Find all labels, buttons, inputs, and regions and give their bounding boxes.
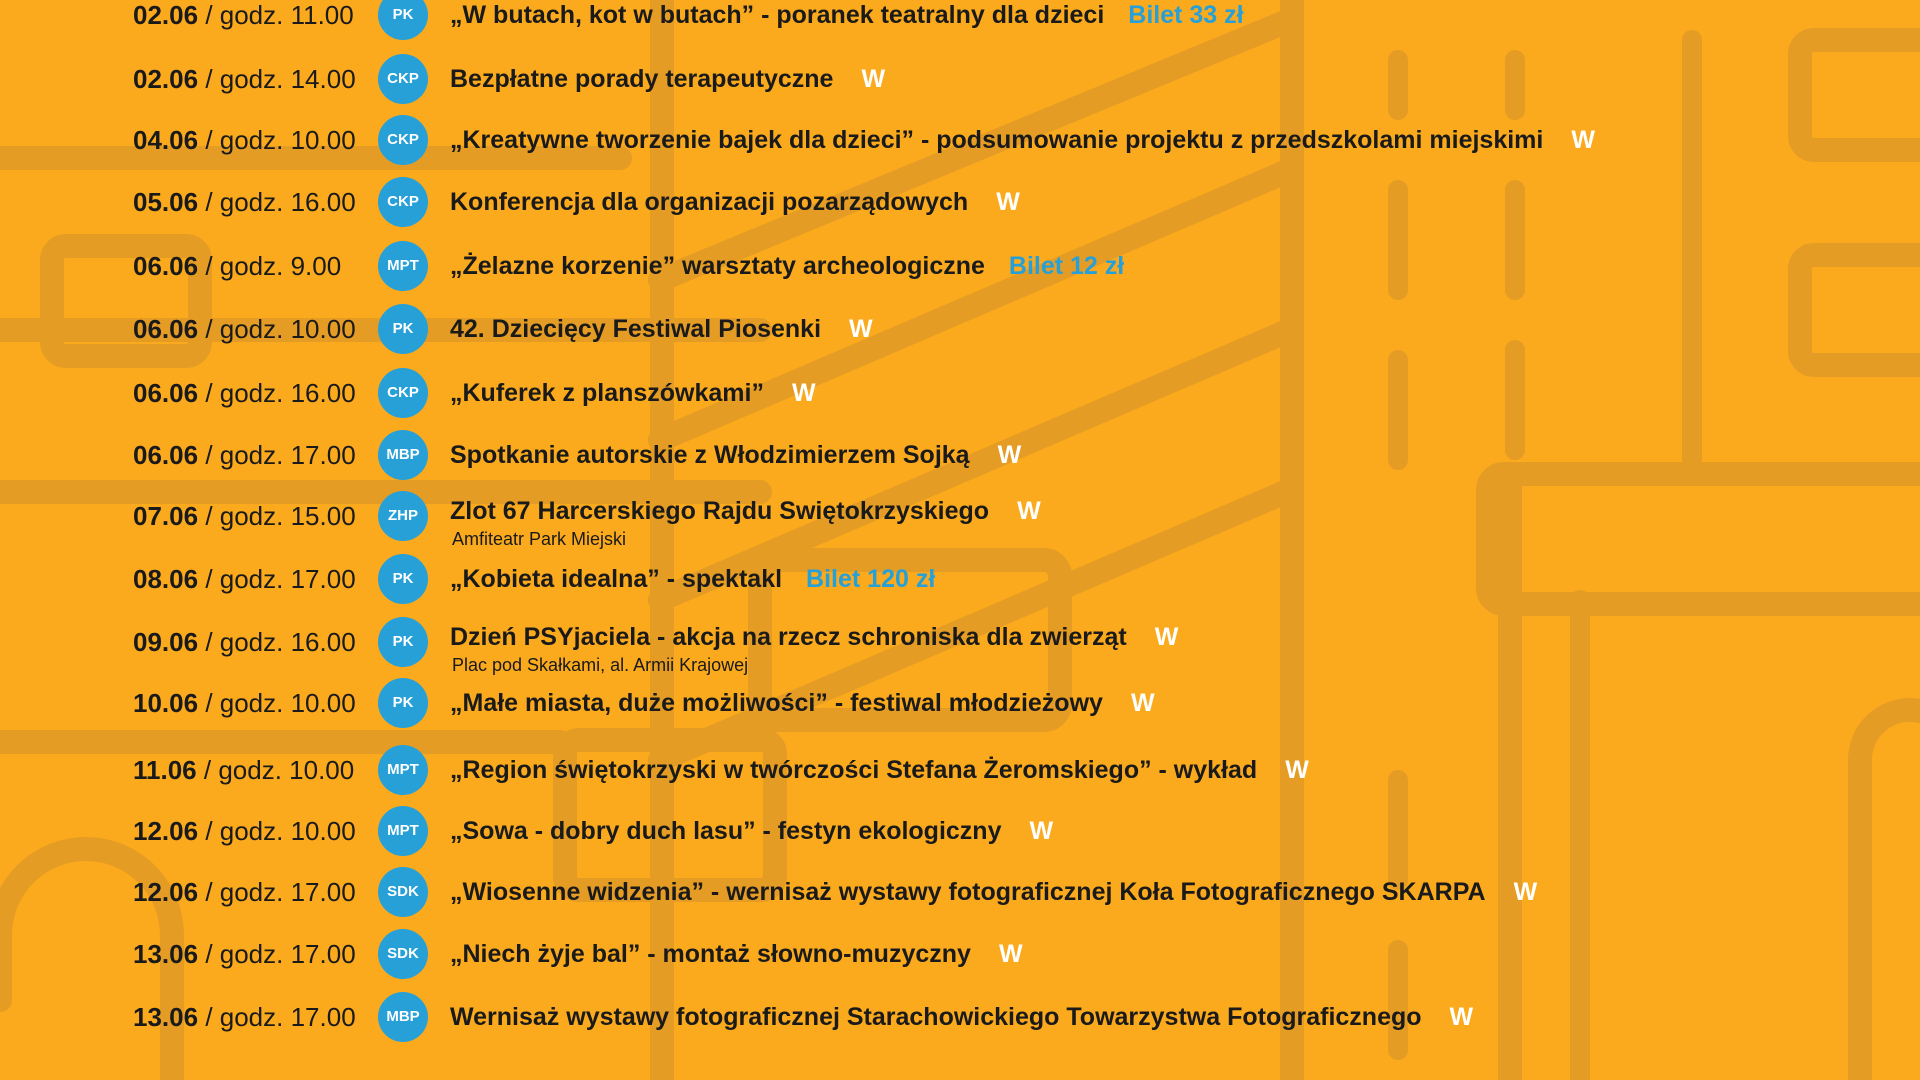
event-info — [450, 617, 1179, 675]
event-date: 02.06 — [133, 0, 199, 30]
event-row — [0, 430, 1920, 480]
event-time: / godz. 17.00 — [205, 440, 356, 470]
event-row — [0, 929, 1920, 979]
event-row — [0, 617, 1920, 675]
event-title: „Region świętokrzyski w twórczości Stefana Żeromskiego” - wykład — [450, 756, 1258, 784]
free-entry-mark: W — [1449, 1003, 1474, 1031]
event-row — [0, 806, 1920, 856]
event-info — [450, 745, 1309, 795]
event-date: 06.06 — [133, 378, 199, 408]
event-date: 06.06 — [133, 314, 199, 344]
event-date: 13.06 — [133, 1002, 199, 1032]
event-time: / godz. 16.00 — [205, 627, 356, 657]
organizer-badge: MPT — [378, 806, 428, 856]
event-date: 13.06 — [133, 939, 199, 969]
event-time: / godz. 14.00 — [205, 64, 356, 94]
ticket-price: Bilet 33 zł — [1128, 1, 1244, 29]
organizer-badge: SDK — [378, 929, 428, 979]
event-date: 11.06 — [133, 755, 197, 785]
free-entry-mark: W — [1571, 126, 1595, 154]
organizer-badge: PK — [378, 0, 428, 40]
event-time: / godz. 16.00 — [205, 378, 356, 408]
organizer-badge: SDK — [378, 867, 428, 917]
ticket-price: Bilet 12 zł — [1008, 252, 1125, 280]
event-title: „W butach, kot w butach” - poranek teatralny dla dzieci — [450, 1, 1105, 29]
event-venue: Amfiteatr Park Miejski — [452, 529, 627, 549]
event-time: / godz. 17.00 — [205, 1002, 356, 1032]
event-when — [133, 806, 356, 856]
event-title: Konferencja dla organizacji pozarządowych — [450, 188, 969, 216]
free-entry-mark: W — [996, 188, 1020, 216]
event-title: Wernisaż wystawy fotograficznej Starachowickiego Towarzystwa Fotograficznego — [450, 1003, 1422, 1031]
event-info — [450, 54, 885, 104]
event-date: 08.06 — [133, 564, 199, 594]
event-info — [450, 678, 1155, 728]
event-title: 42. Dziecięcy Festiwal Piosenki — [450, 315, 822, 343]
event-title: Spotkanie autorskie z Włodzimierzem Sojką — [450, 441, 970, 469]
event-time: / godz. 11.00 — [205, 0, 354, 30]
event-row — [0, 241, 1920, 291]
event-when — [133, 54, 356, 104]
event-title: „Małe miasta, duże możliwości” - festiwal młodzieżowy — [450, 689, 1103, 717]
free-entry-mark: W — [1130, 689, 1155, 717]
event-time: / godz. 9.00 — [205, 251, 342, 281]
free-entry-mark: W — [998, 940, 1023, 968]
event-when — [133, 929, 356, 979]
event-info — [450, 806, 1053, 856]
event-info — [450, 929, 1023, 979]
event-title: „Kreatywne tworzenie bajek dla dzieci” - podsumowanie projektu z przedszkolami miejskimi — [450, 126, 1544, 154]
event-row — [0, 177, 1920, 227]
free-entry-mark: W — [1154, 623, 1179, 651]
event-row — [0, 867, 1920, 917]
free-entry-mark: W — [791, 379, 816, 407]
organizer-badge: CKP — [378, 368, 428, 418]
organizer-badge: PK — [378, 678, 428, 728]
event-title: „Sowa - dobry duch lasu” - festyn ekologiczny — [450, 817, 1002, 845]
event-when — [133, 554, 356, 604]
event-row — [0, 115, 1920, 165]
event-time: / godz. 15.00 — [205, 501, 356, 531]
organizer-badge: MBP — [378, 430, 428, 480]
organizer-badge: PK — [378, 617, 428, 667]
event-time: / godz. 10.00 — [205, 314, 356, 344]
organizer-badge: MPT — [378, 745, 428, 795]
event-row — [0, 678, 1920, 728]
organizer-badge: MBP — [378, 992, 428, 1042]
event-when — [133, 241, 341, 291]
event-title: „Kobieta idealna” - spektakl — [450, 565, 783, 593]
event-date: 10.06 — [133, 688, 199, 718]
event-date: 04.06 — [133, 125, 199, 155]
event-time: / godz. 17.00 — [205, 564, 356, 594]
event-info — [450, 115, 1595, 165]
event-date: 12.06 — [133, 816, 199, 846]
event-when — [133, 115, 356, 165]
event-date: 12.06 — [133, 877, 199, 907]
event-title: „Kuferek z planszówkami” — [450, 379, 764, 407]
event-info — [450, 304, 873, 354]
event-date: 02.06 — [133, 64, 199, 94]
event-when — [133, 177, 356, 227]
event-title: „Niech żyje bal” - montaż słowno-muzyczny — [450, 940, 971, 968]
event-time: / godz. 17.00 — [205, 877, 356, 907]
event-row — [0, 491, 1920, 549]
event-row — [0, 0, 1920, 40]
event-info — [450, 867, 1537, 917]
event-date: 09.06 — [133, 627, 199, 657]
event-info — [450, 554, 935, 604]
event-when — [133, 0, 354, 40]
event-row — [0, 368, 1920, 418]
free-entry-mark: W — [1017, 497, 1041, 525]
event-row — [0, 554, 1920, 604]
event-row — [0, 992, 1920, 1042]
event-when — [133, 430, 356, 480]
organizer-badge: MPT — [378, 241, 428, 291]
event-row — [0, 54, 1920, 104]
event-title: Bezpłatne porady terapeutyczne — [450, 65, 834, 93]
event-when — [133, 992, 356, 1042]
free-entry-mark: W — [1285, 756, 1309, 784]
event-time: / godz. 10.00 — [205, 688, 356, 718]
event-title: Zlot 67 Harcerskiego Rajdu Swiętokrzyskiego — [450, 497, 990, 525]
organizer-badge: PK — [378, 554, 428, 604]
event-title: „Wiosenne widzenia” - wernisaż wystawy fotograficznej Koła Fotograficznego SKARPA — [450, 878, 1486, 906]
event-date: 06.06 — [133, 251, 199, 281]
event-info — [450, 430, 1021, 480]
event-when — [133, 745, 354, 795]
event-when — [133, 678, 356, 728]
event-row — [0, 304, 1920, 354]
event-when — [133, 304, 356, 354]
free-entry-mark: W — [1513, 878, 1538, 906]
event-time: / godz. 10.00 — [205, 125, 356, 155]
event-title: Dzień PSYjaciela - akcja na rzecz schroniska dla zwierząt — [450, 623, 1127, 651]
event-info — [450, 177, 1020, 227]
event-time: / godz. 10.00 — [203, 755, 355, 785]
ticket-price: Bilet 120 zł — [806, 565, 936, 593]
event-title: „Żelazne korzenie” warsztaty archeologiczne — [450, 252, 985, 280]
free-entry-mark: W — [849, 315, 873, 343]
organizer-badge: CKP — [378, 177, 428, 227]
event-row — [0, 745, 1920, 795]
event-date: 05.06 — [133, 187, 199, 217]
organizer-badge: CKP — [378, 115, 428, 165]
organizer-badge: PK — [378, 304, 428, 354]
organizer-badge: ZHP — [378, 491, 428, 541]
event-when — [133, 491, 356, 541]
event-info — [450, 241, 1124, 291]
event-info — [450, 0, 1244, 40]
event-info — [450, 992, 1473, 1042]
event-time: / godz. 17.00 — [205, 939, 356, 969]
event-time: / godz. 16.00 — [205, 187, 356, 217]
free-entry-mark: W — [861, 65, 886, 93]
event-info — [450, 491, 1041, 549]
organizer-badge: CKP — [378, 54, 428, 104]
event-date: 06.06 — [133, 440, 199, 470]
free-entry-mark: W — [997, 441, 1022, 469]
event-info — [450, 368, 816, 418]
event-when — [133, 368, 356, 418]
event-when — [133, 617, 356, 667]
event-date: 07.06 — [133, 501, 199, 531]
event-when — [133, 867, 356, 917]
free-entry-mark: W — [1029, 817, 1054, 845]
event-time: / godz. 10.00 — [205, 816, 356, 846]
event-venue: Plac pod Skałkami, al. Armii Krajowej — [452, 655, 749, 675]
